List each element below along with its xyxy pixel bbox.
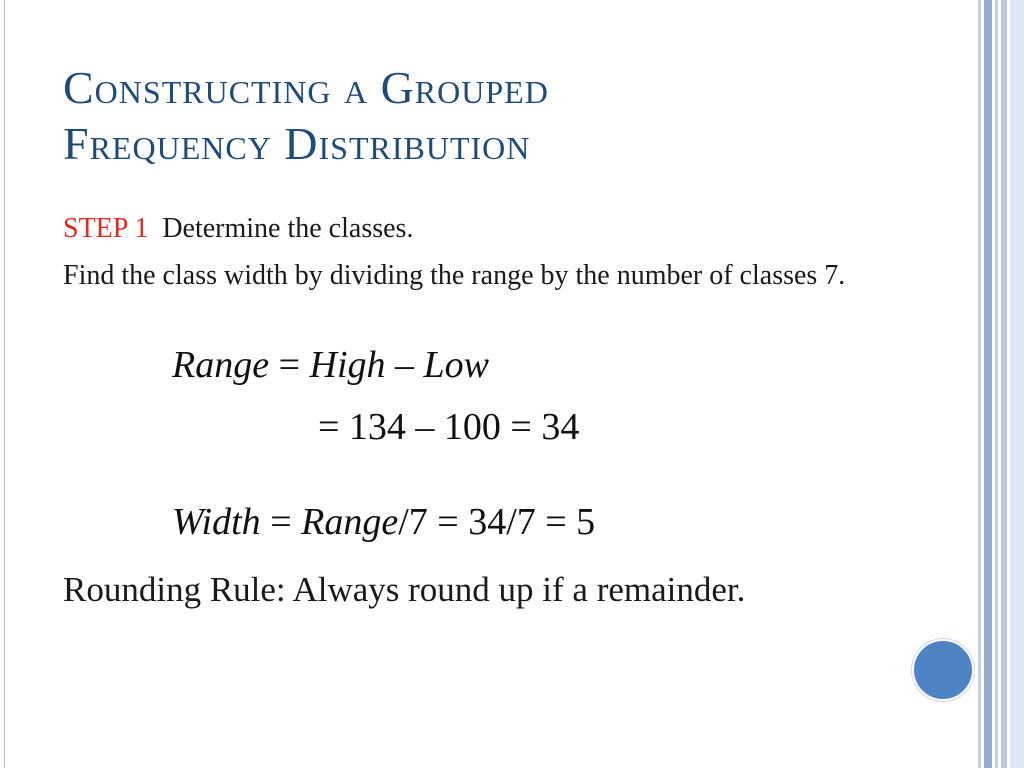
right-decorative-stripe xyxy=(1001,0,1007,768)
right-decorative-stripe xyxy=(978,0,981,768)
range-variable: Range xyxy=(172,344,270,386)
decorative-circle xyxy=(912,639,974,701)
step-line xyxy=(63,213,413,245)
low-variable: Low xyxy=(423,344,489,386)
step-label: STEP 1 xyxy=(63,213,149,244)
width-variable: Width xyxy=(172,501,261,543)
range-calculation: = 134 – 100 = 34 xyxy=(318,406,580,448)
step-text: Determine the classes. xyxy=(162,213,414,244)
right-decorative-stripe xyxy=(1010,0,1024,768)
instruction-text: Find the class width by dividing the range by the number of classes 7. xyxy=(63,260,846,291)
high-variable: High xyxy=(309,344,386,386)
slide-title-line-1: Constructing a Grouped xyxy=(63,62,549,113)
right-decorative-stripe xyxy=(984,0,992,768)
slide-title xyxy=(63,60,963,172)
slide-title-line-2: Frequency Distribution xyxy=(63,118,531,169)
left-border-line xyxy=(4,0,5,768)
width-calculation: /7 = 34/7 = 5 xyxy=(398,501,596,543)
equals-sign: = xyxy=(260,501,302,543)
minus-sign: – xyxy=(385,344,424,386)
equals-sign: = xyxy=(269,344,310,386)
range-variable: Range xyxy=(301,501,399,543)
right-decorative-stripe xyxy=(995,0,998,768)
range-formula xyxy=(172,343,489,387)
rounding-rule: Rounding Rule: Always round up if a remainder. xyxy=(63,570,746,609)
width-formula xyxy=(172,500,595,544)
